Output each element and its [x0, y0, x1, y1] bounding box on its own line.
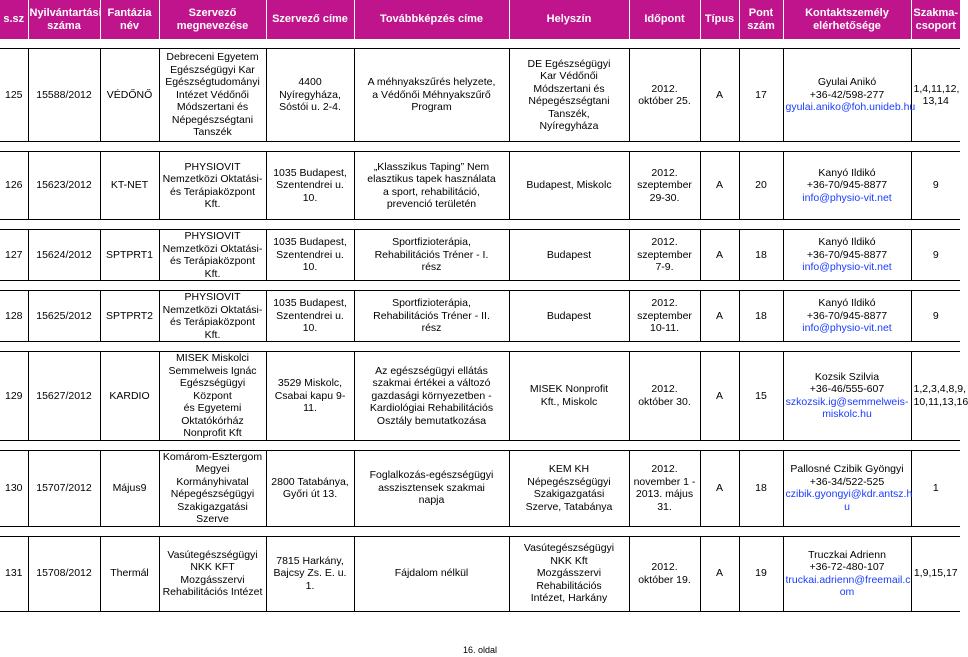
cell-venue: Budapest, Miskolc	[509, 152, 629, 220]
cell-registration: 15707/2012	[28, 450, 100, 526]
cell-contact	[783, 352, 911, 441]
cell-groups: 1,4,11,12, 13,14	[911, 49, 960, 142]
cell-date: 2012. szeptember 7-9.	[629, 230, 700, 281]
cell-organizer: Vasútegészségügyi NKK KFT Mozgásszervi Rehabilitációs Intézet	[159, 536, 266, 611]
contact-email-link[interactable]: info@physio-vit.net	[802, 322, 892, 335]
cell-name: KARDIO	[100, 352, 159, 441]
cell-points: 20	[739, 152, 783, 220]
cell-points: 19	[739, 536, 783, 611]
col-header-date: Időpont	[629, 0, 700, 39]
contact-name: Gyulai Anikó	[817, 76, 877, 89]
cell-points: 17	[739, 49, 783, 142]
cell-registration: 15625/2012	[28, 291, 100, 342]
col-header-name: Fantázia név	[100, 0, 159, 39]
cell-name: Május9	[100, 450, 159, 526]
table-row	[0, 49, 960, 142]
contact-name: Kanyó Ildikó	[818, 166, 876, 179]
contact-name: Kanyó Ildikó	[818, 236, 876, 249]
cell-points: 18	[739, 450, 783, 526]
contact-phone: +36-42/598-277	[809, 88, 885, 101]
row-gap	[0, 342, 960, 352]
cell-venue: Budapest	[509, 230, 629, 281]
cell-number: 127	[0, 230, 28, 281]
cell-contact	[783, 291, 911, 342]
cell-type: A	[700, 352, 739, 441]
cell-contact	[783, 49, 916, 142]
cell-contact	[783, 536, 911, 611]
col-header-venue: Helyszín	[509, 0, 629, 39]
cell-organizer: Debreceni Egyetem Egészségügyi Kar Egészségtudományi Intézet Védőnői Módszertani és Népegészségtani Tanszék	[159, 49, 266, 142]
cell-groups: 1	[911, 450, 960, 526]
cell-name: SPTPRT2	[100, 291, 159, 342]
cell-type: A	[700, 152, 739, 220]
contact-name: Truczkai Adrienn	[808, 548, 886, 561]
cell-address: 7815 Harkány, Bajcsy Zs. E. u. 1.	[266, 536, 354, 611]
cell-number: 126	[0, 152, 28, 220]
cell-groups: 9	[911, 152, 960, 220]
row-gap	[0, 220, 960, 230]
row-gap	[0, 281, 960, 291]
contact-phone: +36-70/945-8877	[806, 179, 888, 192]
cell-registration: 15588/2012	[28, 49, 100, 142]
cell-organizer: PHYSIOVIT Nemzetközi Oktatási- és Terápiaközpont Kft.	[159, 230, 266, 281]
cell-organizer: Komárom-Esztergom Megyei Kormányhivatal Népegészségügyi Szakigazgatási Szerve	[159, 450, 266, 526]
cell-groups: 1,9,15,17	[911, 536, 960, 611]
col-header-points: Pont szám	[739, 0, 783, 39]
cell-address: 3529 Miskolc, Csabai kapu 9-11.	[266, 352, 354, 441]
cell-number: 130	[0, 450, 28, 526]
cell-title: Fájdalom nélkül	[354, 536, 509, 611]
col-header-number: s.sz	[0, 0, 28, 39]
col-header-type: Típus	[700, 0, 739, 39]
cell-address: 1035 Budapest, Szentendrei u. 10.	[266, 230, 354, 281]
cell-address: 1035 Budapest, Szentendrei u. 10.	[266, 291, 354, 342]
cell-date: 2012. október 25.	[629, 49, 700, 142]
row-gap	[0, 440, 960, 450]
cell-address: 1035 Budapest, Szentendrei u. 10.	[266, 152, 354, 220]
contact-email-link[interactable]: czibik.gyongyi@kdr.antsz.h u	[785, 488, 913, 513]
cell-name: SPTPRT1	[100, 230, 159, 281]
col-header-title: Továbbképzés címe	[354, 0, 509, 39]
cell-type: A	[700, 291, 739, 342]
cell-organizer: MISEK Miskolci Semmelweis Ignác Egészségügyi Központ és Egyetemi Oktatókórház Nonprofit Kft	[159, 352, 266, 441]
col-header-registration: Nyilvántartási száma	[28, 0, 100, 39]
table-row	[0, 352, 960, 441]
table-row	[0, 152, 960, 220]
row-gap	[0, 39, 960, 49]
cell-date: 2012. szeptember 29-30.	[629, 152, 700, 220]
table-row	[0, 536, 960, 611]
table-header-row	[0, 0, 960, 39]
cell-points: 15	[739, 352, 783, 441]
table-row	[0, 291, 960, 342]
contact-name: Pallosné Czibik Gyöngyi	[790, 463, 904, 475]
contact-email-link[interactable]: szkozsik.ig@semmelweis- miskolc.hu	[785, 395, 909, 421]
cell-groups: 1,2,3,4,8,9, 10,11,13,16	[911, 352, 960, 441]
table-row	[0, 230, 960, 281]
cell-venue: MISEK Nonprofit Kft., Miskolc	[509, 352, 629, 441]
cell-venue: KEM KH Népegészségügyi Szakigazgatási Szerve, Tatabánya	[509, 450, 629, 526]
cell-number: 128	[0, 291, 28, 342]
cell-type: A	[700, 536, 739, 611]
cell-registration: 15627/2012	[28, 352, 100, 441]
cell-title: Sportfizioterápia, Rehabilitációs Tréner - II. rész	[354, 291, 509, 342]
cell-contact	[783, 152, 911, 220]
contact-email-link[interactable]: info@physio-vit.net	[802, 191, 892, 204]
cell-type: A	[700, 450, 739, 526]
col-header-groups: Szakma- csoport	[911, 0, 960, 39]
cell-address: 2800 Tatabánya, Győri út 13.	[266, 450, 354, 526]
row-gap	[0, 526, 960, 536]
cell-name: VÉDŐNŐ	[100, 49, 159, 142]
cell-venue: Budapest	[509, 291, 629, 342]
cell-date: 2012. október 19.	[629, 536, 700, 611]
contact-phone: +36-34/522-525	[809, 475, 885, 488]
cell-title: Sportfizioterápia, Rehabilitációs Tréner - I. rész	[354, 230, 509, 281]
cell-organizer: PHYSIOVIT Nemzetközi Oktatási- és Terápiaközpont Kft.	[159, 291, 266, 342]
cell-contact	[783, 230, 911, 281]
cell-contact	[783, 450, 911, 526]
cell-groups: 9	[911, 291, 960, 342]
contact-phone: +36-72-480-107	[809, 561, 885, 573]
cell-points: 18	[739, 291, 783, 342]
contact-email-link[interactable]: truckai.adrienn@freemail.c om	[785, 573, 911, 598]
cell-organizer: PHYSIOVIT Nemzetközi Oktatási- és Terápiaközpont Kft.	[159, 152, 266, 220]
col-header-contact: Kontaktszemély elérhetősége	[783, 0, 911, 39]
cell-number: 125	[0, 49, 28, 142]
cell-groups: 9	[911, 230, 960, 281]
cell-registration: 15624/2012	[28, 230, 100, 281]
contact-phone: +36-46/555-607	[809, 383, 885, 396]
page-number: 16. oldal	[462, 645, 498, 655]
contact-email-link[interactable]: info@physio-vit.net	[802, 261, 892, 274]
col-header-organizer: Szervező megnevezése	[159, 0, 266, 39]
cell-registration: 15708/2012	[28, 536, 100, 611]
col-header-address: Szervező címe	[266, 0, 354, 39]
contact-name: Kanyó Ildikó	[818, 297, 876, 310]
cell-registration: 15623/2012	[28, 152, 100, 220]
cell-points: 18	[739, 230, 783, 281]
cell-title: A méhnyakszűrés helyzete, a Védőnői Méhnyakszűrő Program	[354, 49, 509, 142]
cell-type: A	[700, 230, 739, 281]
contact-phone: +36-70/945-8877	[806, 248, 888, 261]
contact-email-link[interactable]: gyulai.aniko@foh.unideb.hu	[785, 101, 916, 114]
cell-number: 129	[0, 352, 28, 441]
cell-title: „Klasszikus Taping” Nem elasztikus tapek használata a sport, rehabilitáció, prevenció területén	[354, 152, 509, 220]
cell-title: Foglalkozás-egészségügyi asszisztensek szakmai napja	[354, 450, 509, 526]
cell-type: A	[700, 49, 739, 142]
table-row	[0, 450, 960, 526]
cell-date: 2012. szeptember 10-11.	[629, 291, 700, 342]
contact-name: Kozsik Szilvia	[814, 370, 880, 383]
cell-address: 4400 Nyíregyháza, Sóstói u. 2-4.	[266, 49, 354, 142]
cell-title: Az egészségügyi ellátás szakmai értékei a változó gazdasági környezetben - Kardiológiai Rehabilitációs Osztály bemutatkozása	[354, 352, 509, 441]
cell-name: KT-NET	[100, 152, 159, 220]
row-gap	[0, 142, 960, 152]
cell-date: 2012. október 30.	[629, 352, 700, 441]
cell-venue: DE Egészségügyi Kar Védőnői Módszertani és Népegészségtani Tanszék, Nyíregyháza	[509, 49, 629, 142]
cell-number: 131	[0, 536, 28, 611]
contact-phone: +36-70/945-8877	[806, 309, 888, 322]
cell-name: Thermál	[100, 536, 159, 611]
cell-date: 2012. november 1 - 2013. május 31.	[629, 450, 700, 526]
cell-venue: Vasútegészségügyi NKK Kft Mozgásszervi Rehabilitációs Intézet, Harkány	[509, 536, 629, 611]
